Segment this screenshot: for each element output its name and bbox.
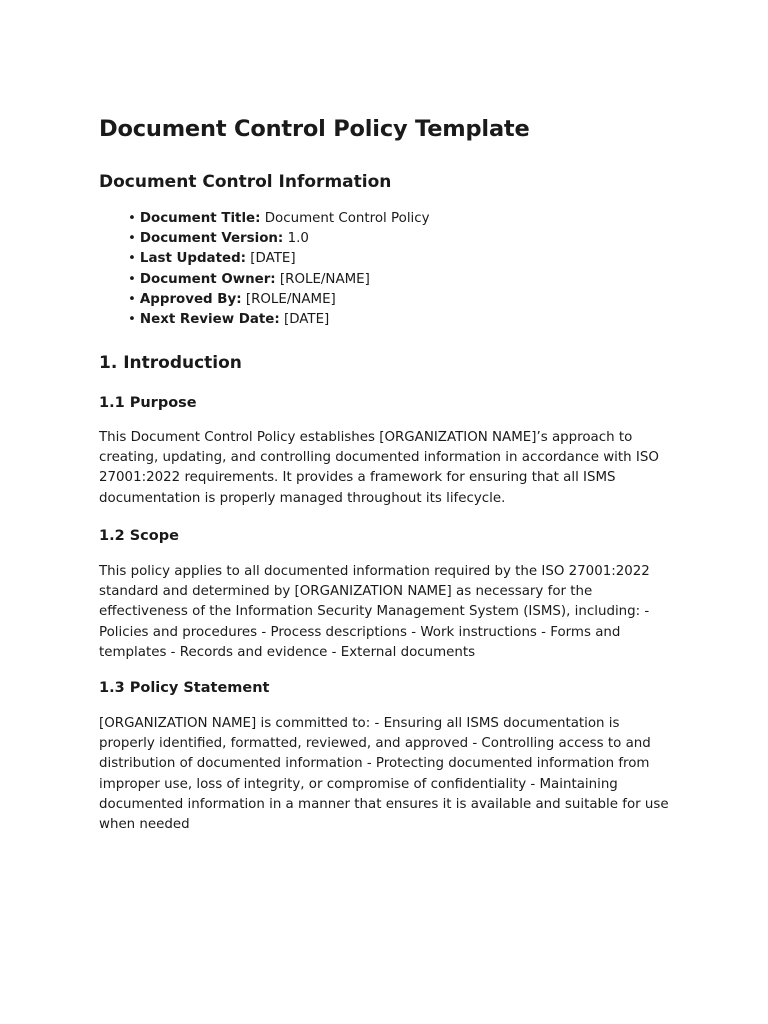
- metadata-value: 1.0: [287, 231, 309, 247]
- metadata-key: Document Title:: [139, 211, 261, 226]
- list-item: [128, 209, 430, 229]
- paragraph-line: standard and determined by [ORGANIZATION NAME] as necessary for the: [99, 584, 593, 600]
- document-metadata-list: [128, 209, 430, 330]
- subsection-heading-purpose: 1.1 Purpose: [99, 395, 197, 411]
- metadata-key: Document Owner:: [139, 271, 276, 287]
- paragraph-line: properly identified, formatted, reviewed, and approved - Controlling access to and: [99, 736, 651, 752]
- page-title: Document Control Policy Template: [99, 116, 530, 142]
- paragraph-line: improper use, loss of integrity, or compromise of confidentiality - Maintaining: [99, 776, 618, 792]
- paragraph-line: distribution of documented information - Protecting documented information from: [99, 756, 650, 772]
- metadata-key: Next Review Date:: [139, 312, 280, 328]
- metadata-value: [DATE]: [250, 251, 296, 267]
- paragraph-line: Policies and procedures - Process descriptions - Work instructions - Forms and: [99, 624, 621, 640]
- bullet-icon: •: [128, 211, 136, 226]
- purpose-paragraph: [99, 428, 669, 509]
- section-heading-introduction: 1. Introduction: [99, 353, 242, 373]
- paragraph-line: 27001:2022 requirements. It provides a framework for ensuring that all ISMS: [99, 470, 616, 486]
- bullet-icon: •: [128, 291, 136, 307]
- paragraph-line: creating, updating, and controlling documented information in accordance with ISO: [99, 450, 659, 466]
- scope-paragraph: [99, 562, 669, 663]
- paragraph-line: [ORGANIZATION NAME] is committed to: - Ensuring all ISMS documentation is: [99, 716, 620, 731]
- metadata-value: [DATE]: [283, 312, 330, 328]
- list-item: [128, 310, 430, 330]
- list-item: [128, 290, 430, 310]
- paragraph-line: templates - Records and evidence - External documents: [99, 644, 476, 660]
- list-item: [128, 249, 430, 269]
- paragraph-line: This policy applies to all documented information required by the ISO 27001:2022: [99, 564, 650, 579]
- subsection-heading-scope: 1.2 Scope: [99, 528, 179, 544]
- list-item: [128, 229, 430, 249]
- paragraph-line: when needed: [99, 817, 190, 833]
- bullet-icon: •: [128, 271, 136, 287]
- list-item: [128, 270, 430, 290]
- metadata-value: [ROLE/NAME]: [279, 271, 370, 287]
- metadata-key: Last Updated:: [139, 251, 247, 267]
- metadata-key: Approved By:: [139, 291, 242, 307]
- bullet-icon: •: [128, 312, 136, 328]
- metadata-value: Document Control Policy: [264, 211, 430, 226]
- subsection-heading-policy-statement: 1.3 Policy Statement: [99, 680, 270, 696]
- section-heading-document-control-information: Document Control Information: [99, 172, 392, 192]
- metadata-value: [ROLE/NAME]: [245, 291, 336, 307]
- bullet-icon: •: [128, 231, 136, 247]
- paragraph-line: documentation is properly managed throughout its lifecycle.: [99, 490, 506, 506]
- bullet-icon: •: [128, 251, 136, 267]
- paragraph-line: documented information in a manner that ensures it is available and suitable for use: [99, 796, 669, 812]
- paragraph-line: This Document Control Policy establishes [ORGANIZATION NAME]’s approach to: [99, 430, 633, 445]
- metadata-key: Document Version:: [139, 231, 284, 247]
- paragraph-line: effectiveness of the Information Security Management System (ISMS), including: -: [99, 604, 650, 620]
- policy-statement-paragraph: [99, 714, 669, 835]
